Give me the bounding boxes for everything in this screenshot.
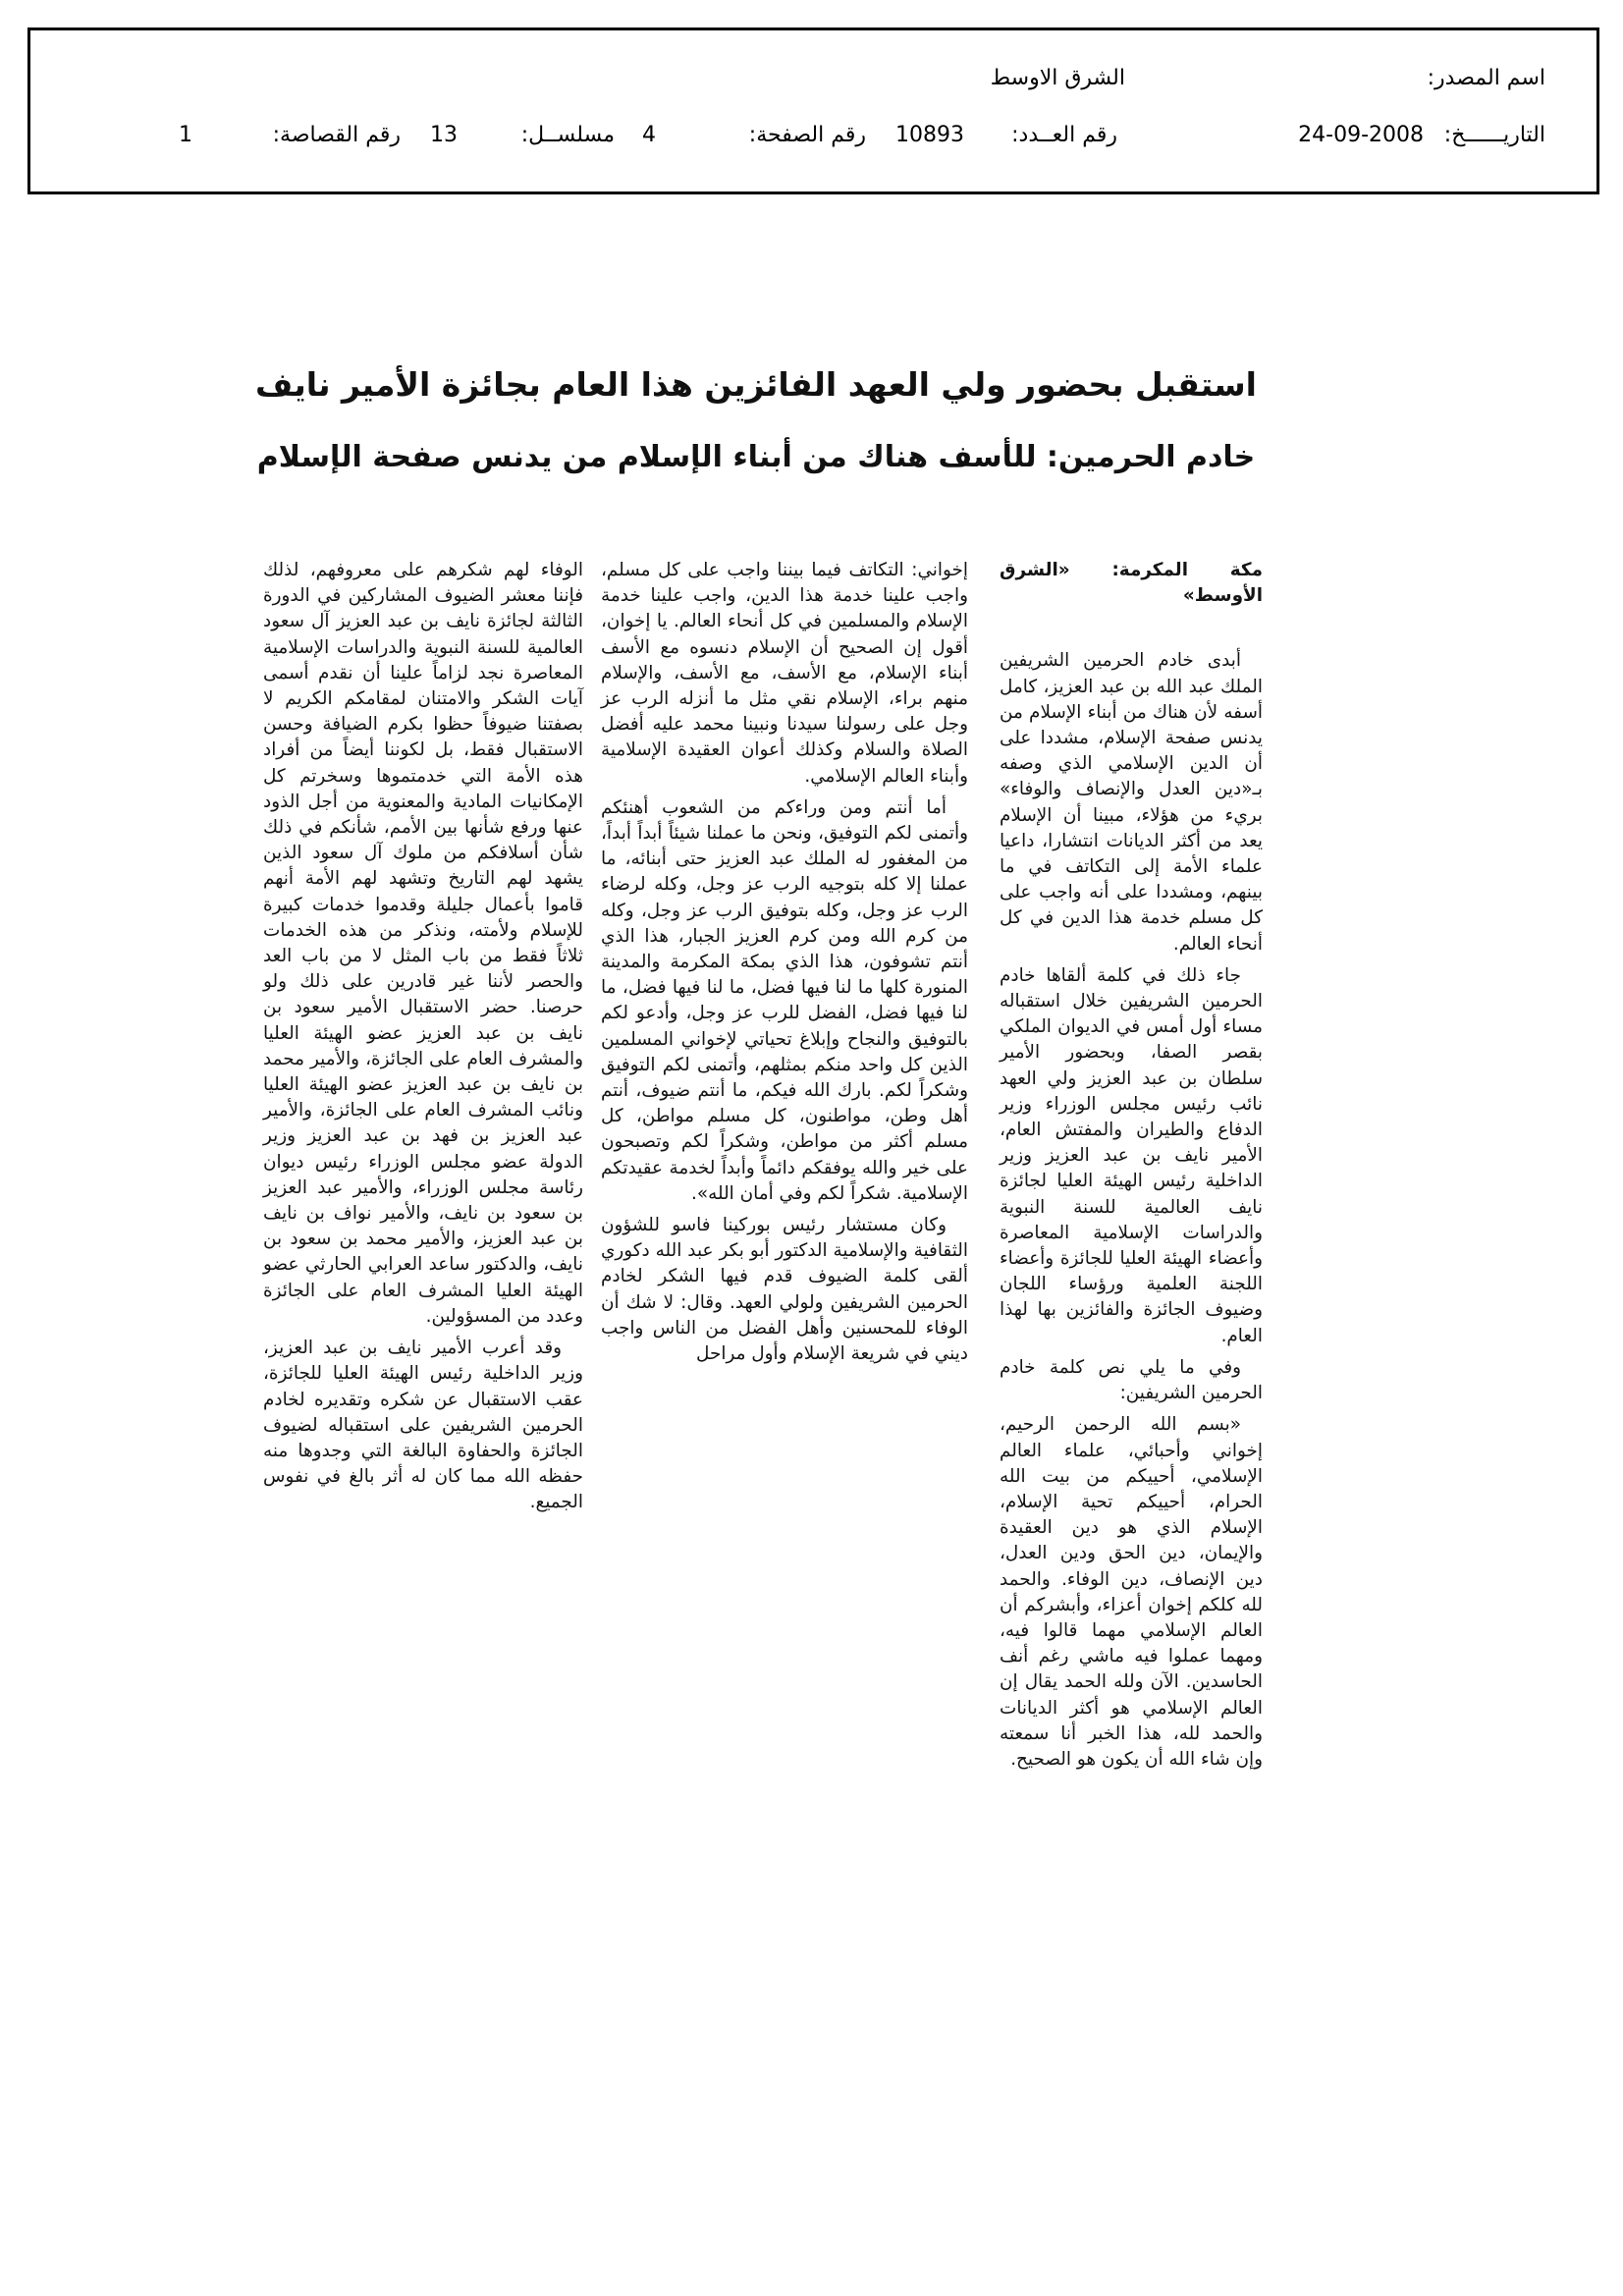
article-headline: خادم الحرمين: للأسف هناك من أبناء الإسلام من يدنس صفحة الإسلام — [256, 440, 1256, 474]
article-paragraph: وفي ما يلي نص كلمة خادم الحرمين الشريفين: — [1000, 1356, 1263, 1404]
article-column-2 — [601, 558, 968, 1367]
clip-label: رقم القصاصة: — [272, 123, 401, 147]
serial-label: مسلســل: — [520, 123, 615, 147]
page-value: 4 — [642, 123, 656, 147]
article-paragraph: أما أنتم ومن وراءكم من الشعوب أهنئكم وأتمنى لكم التوفيق، ونحن ما عملنا شيئاً أبداً أبداً، من المغفور له الملك عبد العزيز حتى أبنائه، ما عملنا إلا كله بتوجيه الرب عز وجل، وكله لرضاء الرب عز وجل، وكله بتوفيق الرب عز وجل، وكله من كرم الله ومن كرم العزيز الجبار، هذا الذي أنتم تشوفون، هذا الذي بمكة المكرمة والمدينة المنورة كلها ما لنا فيها فضل، ما لنا فيها فضل، ما لنا فيها فضل، الفضل للرب عز وجل، وأدعو لكم بالتوفيق والنجاح وإبلاغ تحياتي لإخواني المسلمين الذين كل واحد منكم بمثلهم، وأتمنى لكم التوفيق وشكراً لكم. بارك الله فيكم، ما أنتم ضيوف، أنتم أهل وطن، مواطنون، كل مسلم مواطن، كل مسلم أكثر من مواطن، وشكراً لكم وتصبحون على خير والله يوفقكم دائماً وأبداً لخدمة عقيدتكم الإسلامية. شكراً لكم وفي أمان الله». — [601, 796, 968, 1204]
clip-value: 1 — [179, 123, 192, 147]
source-label: اسم المصدر: — [1427, 66, 1545, 90]
article-paragraph: وقد أعرب الأمير نايف بن عبد العزيز، وزير الداخلية رئيس الهيئة العليا للجائزة، عقب الاستقبال عن شكره وتقديره لخادم الحرمين الشريفين على استقباله لضيوف الجائزة والحفاوة البالغة التي وجدوها منه حفظه الله مما كان له أثر بالغ في نفوس الجميع. — [263, 1338, 583, 1513]
article-dateline: مكة المكرمة: «الشرق الأوسط» — [1000, 560, 1263, 607]
date-value: 24-09-2008 — [1298, 123, 1424, 147]
issue-value: 10893 — [895, 123, 964, 147]
article-paragraph: وكان مستشار رئيس بوركينا فاسو للشؤون الثقافية والإسلامية الدكتور أبو بكر عبد الله دكوري ألقى كلمة الضيوف قدم فيها الشكر لخادم الحرمين الشريفين ولولي العهد. وقال: لا شك أن الوفاء للمحسنين وأهل الفضل من الناس واجب ديني في شريعة الإسلام وأول مراحل — [601, 1215, 968, 1365]
clipping-metadata-box — [27, 27, 1599, 194]
article-paragraph: الوفاء لهم شكرهم على معروفهم، لذلك فإننا معشر الضيوف المشاركين في الدورة الثالثة لجائزة نايف بن عبد العزيز آل سعود العالمية للسنة النبوية والدراسات الإسلامية المعاصرة نجد لزاماً علينا أن نقدم أسمى آيات الشكر والامتنان لمقامكم الكريم لا بصفتنا ضيوفاً حظوا بكرم الضيافة وحسن الاستقبال فقط، بل لكوننا أيضاً من أفراد هذه الأمة التي خدمتموها وسخرتم كل الإمكانيات المادية والمعنوية من أجل الذود عنها ورفع شأنها بين الأمم، شأنكم في ذلك شأن أسلافكم من ملوك آل سعود الذين يشهد لهم التاريخ وتشهد لهم الأمة أنهم قاموا بأعمال جليلة وقدموا خدمات كبيرة للإسلام ولأمته، ونذكر من هذه الخدمات ثلاثاً فقط من باب المثل لا من باب العد والحصر لأننا غير قادرين على ذلك ولو حرصنا. حضر الاستقبال الأمير سعود بن نايف بن عبد العزيز عضو الهيئة العليا والمشرف العام على الجائزة، والأمير محمد بن نايف بن عبد العزيز عضو الهيئة العليا ونائب المشرف العام على الجائزة، والأمير عبد العزيز بن فهد بن عبد العزيز وزير الدولة عضو مجلس الوزراء رئيس ديوان رئاسة مجلس الوزراء، والأمير عبد العزيز بن سعود بن نايف، والأمير نواف بن نايف بن عبد العزيز، والأمير محمد بن سعود بن نايف، والدكتور ساعد العرابي الحارثي عضو الهيئة العليا المشرف العام على الجائزة وعدد من المسؤولين. — [263, 560, 583, 1327]
article-paragraph: جاء ذلك في كلمة ألقاها خادم الحرمين الشريفين خلال استقباله مساء أول أمس في الديوان الملكي بقصر الصفا، وبحضور الأمير سلطان بن عبد العزيز ولي العهد نائب رئيس مجلس الوزراء وزير الدفاع والطيران والمفتش العام، الأمير نايف بن عبد العزيز وزير الداخلية رئيس الهيئة العليا لجائزة نايف العالمية للسنة النبوية والدراسات الإسلامية المعاصرة وأعضاء الهيئة العليا للجائزة وأعضاء اللجنة العلمية ورؤساء اللجان وضيوف الجائزة والفائزين بها لهذا العام. — [1000, 964, 1263, 1346]
issue-label: رقم العــدد: — [1011, 123, 1117, 147]
article-paragraph: أبدى خادم الحرمين الشريفين الملك عبد الله بن عبد العزيز، كامل أسفه لأن هناك من أبناء الإسلام من يدنس صفحة الإسلام، مشددا على أن الدين الإسلامي الذي وصفه بـ«دين العدل والإنصاف والوفاء» بريء من هؤلاء، مبينا أن الإسلام يعد من أكثر الديانات انتشارا، داعيا علماء الأمة إلى التكاتف في ما بينهم، ومشددا على أنه واجب على كل مسلم خدمة هذا الدين في كل أنحاء العالم. — [1000, 650, 1263, 955]
date-label: التاريــــــخ: — [1443, 123, 1545, 147]
article-paragraph: «بسم الله الرحمن الرحيم، إخواني وأحبائي، علماء العالم الإسلامي، أحييكم من بيت الله الحرام، أحييكم تحية الإسلام، الإسلام الذي هو دين العقيدة والإيمان، دين الحق ودين العدل، دين الإنصاف، دين الوفاء. والحمد لله كلكم إخوان أعزاء، وأبشركم أن العالم الإسلامي مهما قالوا فيه، ومهما عملوا فيه ماشي رغم أنف الحاسدين. الآن ولله الحمد يقال إن العالم الإسلامي هو أكثر الديانات والحمد لله، هذا الخبر أنا سمعته وإن شاء الله أن يكون هو الصحيح. — [1000, 1414, 1263, 1770]
serial-value: 13 — [430, 123, 458, 147]
article-paragraph: إخواني: التكاتف فيما بيننا واجب على كل مسلم، واجب علينا خدمة هذا الدين، واجب علينا خدمة الإسلام والمسلمين في كل أنحاء العالم. يا إخوان، أقول إن الصحيح أن الإسلام دنسوه مع الأسف أبناء الإسلام، مع الأسف، مع الأسف، والإسلام منهم براء، الإسلام نقي مثل ما أنزله الرب عز وجل على رسولنا سيدنا ونبينا محمد عليه أفضل الصلاة والسلام وكذلك أعوان العقيدة الإسلامية وأبناء العالم الإسلامي. — [601, 560, 968, 787]
source-value: الشرق الاوسط — [990, 66, 1125, 90]
article-kicker: استقبل بحضور ولي العهد الفائزين هذا العام بجائزة الأمير نايف — [255, 365, 1257, 404]
article-column-1 — [1000, 558, 1263, 1773]
page-label: رقم الصفحة: — [748, 123, 866, 147]
article-column-3 — [263, 558, 583, 1516]
